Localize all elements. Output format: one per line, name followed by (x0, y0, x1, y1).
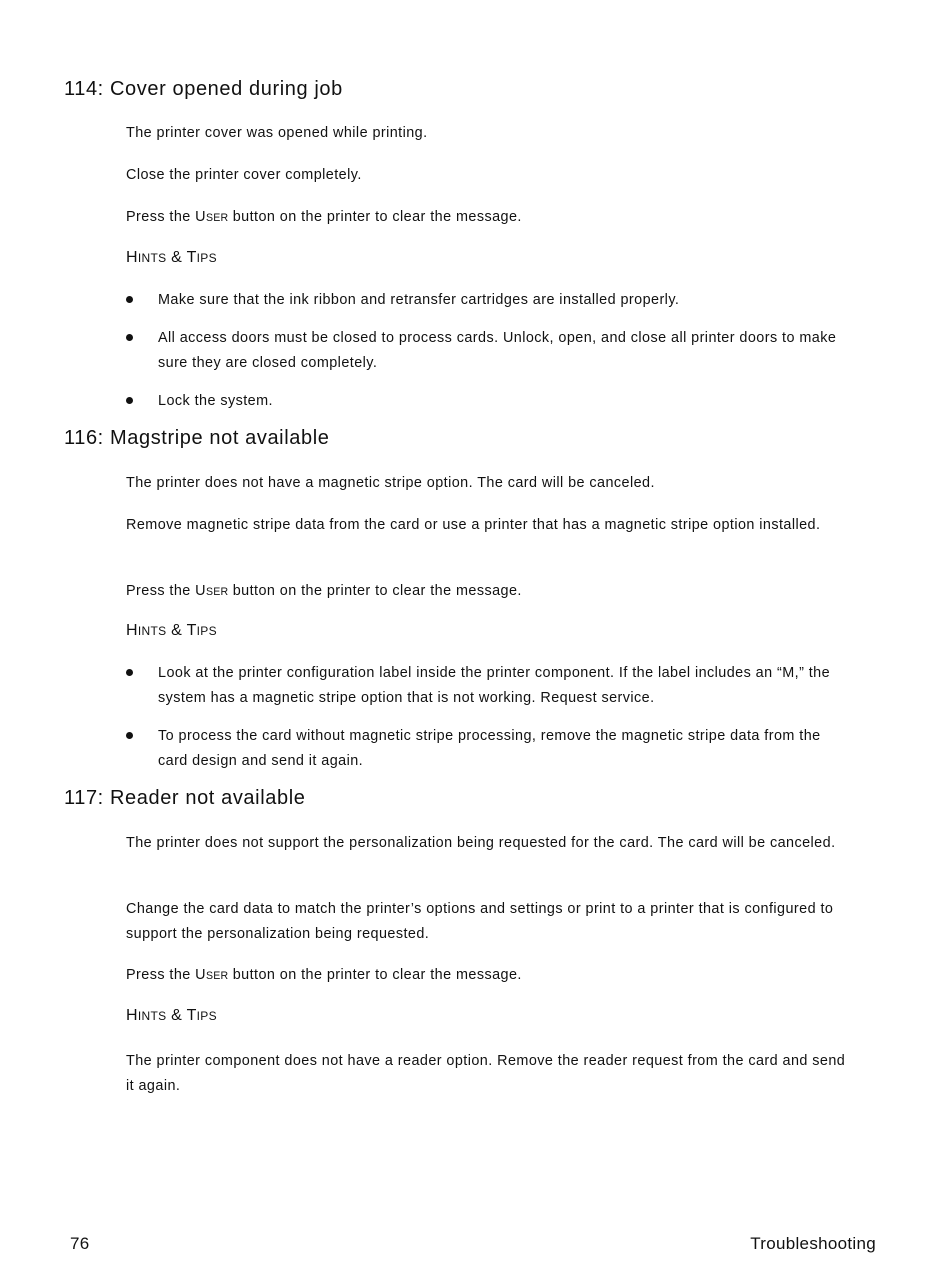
text-span: H (126, 1007, 138, 1024)
text-span: button on the printer to clear the message. (228, 208, 522, 225)
user-button-name: SER (205, 970, 229, 982)
text-span: IPS (196, 624, 217, 638)
hints-tips-heading-117 (126, 1007, 217, 1025)
text-span: button on the printer to clear the message. (228, 582, 522, 599)
text-span: Press the U (126, 966, 206, 983)
text-span: H (126, 622, 138, 639)
text-span: INTS (137, 624, 167, 638)
user-button-name: SER (205, 212, 229, 224)
bullet-icon (126, 397, 133, 404)
text-span: IPS (196, 251, 217, 265)
page-number: 76 (70, 1234, 90, 1253)
section-heading-116: 116: Magstripe not available (64, 427, 330, 449)
bullet-text: Lock the system. (158, 392, 273, 409)
text-span: Press the U (126, 582, 206, 599)
text-span: & T (166, 249, 197, 266)
chapter-name: Troubleshooting (750, 1234, 876, 1253)
section-117-description: The printer does not support the personalization being requested for the card. The card will be canceled. (126, 834, 836, 851)
section-114-action: Close the printer cover completely. (126, 166, 362, 183)
section-117-hint: The printer component does not have a reader option. Remove the reader request from the card and send it again. (126, 1052, 846, 1094)
text-span: IPS (196, 1009, 217, 1023)
section-116-action: Remove magnetic stripe data from the card or use a printer that has a magnetic stripe option installed. (126, 516, 821, 533)
hints-tips-heading-116 (126, 622, 217, 640)
text-span: button on the printer to clear the message. (228, 966, 522, 983)
text-span: & T (166, 1007, 197, 1024)
text-span: Press the U (126, 208, 206, 225)
section-116-description: The printer does not have a magnetic stripe option. The card will be canceled. (126, 474, 655, 491)
bullet-text: Make sure that the ink ribbon and retransfer cartridges are installed properly. (158, 291, 680, 308)
text-span: & T (166, 622, 197, 639)
bullet-text: Look at the printer configuration label inside the printer component. If the label includes an “M,” the system has a magnetic stripe option that is not working. Request service. (158, 664, 831, 706)
bullet-icon (126, 296, 133, 303)
section-114-clear-instruction (126, 204, 848, 231)
text-span: INTS (137, 1009, 167, 1023)
section-117-action: Change the card data to match the printer’s options and settings or print to a printer that is configured to support the personalization being requested. (126, 900, 834, 942)
bullet-text: All access doors must be closed to process cards. Unlock, open, and close all printer doors to make sure they are closed completely. (158, 329, 837, 371)
text-span: H (126, 249, 138, 266)
bullet-icon (126, 732, 133, 739)
text-span: INTS (137, 251, 167, 265)
bullet-icon (126, 669, 133, 676)
section-heading-117: 117: Reader not available (64, 787, 306, 809)
section-114-description: The printer cover was opened while printing. (126, 124, 428, 141)
section-heading-114: 114: Cover opened during job (64, 78, 343, 100)
section-116-clear-instruction (126, 578, 848, 605)
section-117-clear-instruction (126, 962, 848, 989)
hints-tips-heading-114 (126, 249, 217, 267)
user-button-name: SER (205, 586, 229, 598)
bullet-text: To process the card without magnetic stripe processing, remove the magnetic stripe data from the card design and send it again. (158, 727, 821, 769)
bullet-icon (126, 334, 133, 341)
